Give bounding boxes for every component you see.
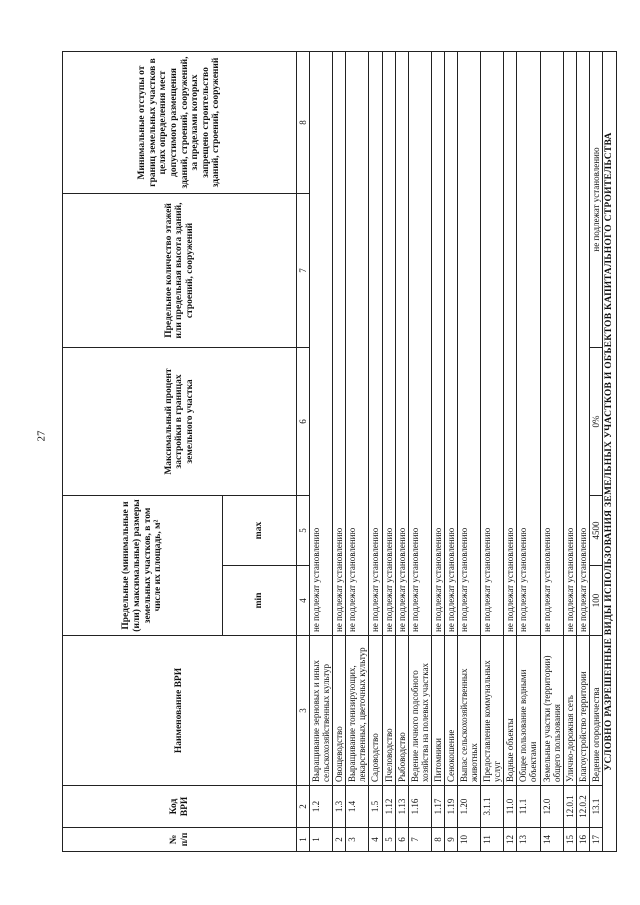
row-value: не подлежат установлению: [408, 52, 431, 636]
row-code: 1.13: [395, 786, 408, 828]
row-name: Ведение личного подсобного хозяйства на полевых участках: [408, 636, 431, 786]
header-indent: Минимальные отступы от границ земельных участков в целях определения мест допустимого размещения зданий, строений, сооружений, за пределами которых запрещено строительство зданий, строений, сооружений: [63, 52, 297, 194]
row-code: 1.17: [431, 786, 444, 828]
row-value: не подлежат установлению: [382, 52, 395, 636]
row-value: не подлежат установлению: [369, 52, 382, 636]
col-number: 8: [297, 52, 310, 194]
col-number: 4: [297, 566, 310, 636]
row-code: 1.3: [333, 786, 346, 828]
header-no: № п/п: [63, 828, 297, 852]
row-value: не подлежат установлению: [395, 52, 408, 636]
header-pct: Максимальный процент застройки в границах земельного участка: [63, 348, 297, 496]
row-no: 12: [504, 828, 517, 852]
row-pct: 0%: [589, 348, 602, 496]
table-row: [589, 52, 602, 852]
row-no: 4: [369, 828, 382, 852]
row-code: 1.19: [444, 786, 457, 828]
row-no: 16: [576, 828, 589, 852]
row-code: 1.4: [346, 786, 369, 828]
header-name: Наименование ВРИ: [63, 636, 297, 786]
header-floors: Предельное количество этажей или предельная высота зданий, строений, сооружений: [63, 194, 297, 348]
row-code: 1.12: [382, 786, 395, 828]
row-value: не подлежат установлению: [563, 52, 576, 636]
row-value: не подлежат установлению: [576, 52, 589, 636]
row-name: Садоводство: [369, 636, 382, 786]
row-code: 12.0.2: [576, 786, 589, 828]
row-name: Улично-дорожная сеть: [563, 636, 576, 786]
table-row: [333, 52, 346, 852]
table-row: [382, 52, 395, 852]
row-no: 14: [540, 828, 563, 852]
table-row: [540, 52, 563, 852]
header-size-group: Предельные (минимальные и (или) максимальные) размеры земельных участков, в том числе их площадь, м²: [63, 496, 223, 636]
row-no: 2: [333, 828, 346, 852]
table-row: [346, 52, 369, 852]
row-no: 5: [382, 828, 395, 852]
row-code: 1.16: [408, 786, 431, 828]
row-name: Ведение огородничества: [589, 636, 602, 786]
col-number: 1: [297, 828, 310, 852]
row-no: 11: [481, 828, 504, 852]
regulations-table: [62, 51, 617, 852]
document-sheet: [62, 52, 614, 852]
row-no: 7: [408, 828, 431, 852]
row-value: не подлежат установлению: [346, 52, 369, 636]
col-number: 3: [297, 636, 310, 786]
table-row: [504, 52, 517, 852]
table-row: [563, 52, 576, 852]
row-name: Овощеводство: [333, 636, 346, 786]
row-no: 17: [589, 828, 602, 852]
row-code: 13.1: [589, 786, 602, 828]
col-number: 5: [297, 496, 310, 566]
page-number: 27: [35, 430, 48, 442]
row-no: 8: [431, 828, 444, 852]
table-row: [431, 52, 444, 852]
row-no: 10: [458, 828, 481, 852]
row-code: 3.1.1: [481, 786, 504, 828]
row-name: Рыбоводство: [395, 636, 408, 786]
header-min: min: [223, 566, 297, 636]
row-min: 100: [589, 566, 602, 636]
row-value: не подлежат установлению: [517, 52, 540, 636]
column-numbers-row: [297, 52, 310, 852]
row-name: Предоставление коммунальных услуг: [481, 636, 504, 786]
row-name: Выращивание тонизирующих, лекарственных, цветочных культур: [346, 636, 369, 786]
row-value: не подлежат установлению: [333, 52, 346, 636]
rotated-table-wrapper: [62, 52, 614, 852]
row-no: 3: [346, 828, 369, 852]
table-row: [458, 52, 481, 852]
row-value: не подлежат установлению: [540, 52, 563, 636]
section-footer: УСЛОВНО РАЗРЕШЕННЫЕ ВИДЫ ИСПОЛЬЗОВАНИЯ ЗЕМЕЛЬНЫХ УЧАСТКОВ И ОБЪЕКТОВ КАПИТАЛЬНОГО СТРОИТЕЛЬСТВА: [602, 52, 616, 852]
row-no: 9: [444, 828, 457, 852]
table-row: [481, 52, 504, 852]
row-max: 4500: [589, 496, 602, 566]
row-name: Выращивание зерновых и иных сельскохозяйственных культур: [310, 636, 333, 786]
col-number: 6: [297, 348, 310, 496]
row-value: не подлежат установлению: [310, 52, 333, 636]
row-no: 15: [563, 828, 576, 852]
row-code: 12.0: [540, 786, 563, 828]
table-row: [310, 52, 333, 852]
table-row: [408, 52, 431, 852]
col-number: 7: [297, 194, 310, 348]
row-code: 11.0: [504, 786, 517, 828]
row-name: Земельные участки (территории) общего пользования: [540, 636, 563, 786]
row-value: не подлежат установлению: [431, 52, 444, 636]
table-row: [517, 52, 540, 852]
row-value: не подлежат установлению: [458, 52, 481, 636]
header-code: Код ВРИ: [63, 786, 297, 828]
row-code: 12.0.1: [563, 786, 576, 828]
row-code: 11.1: [517, 786, 540, 828]
row-name: Благоустройство территории: [576, 636, 589, 786]
row-value: не подлежат установлению: [481, 52, 504, 636]
table-row: [395, 52, 408, 852]
row-name: Водные объекты: [504, 636, 517, 786]
table-row: [576, 52, 589, 852]
row-name: Питомники: [431, 636, 444, 786]
row-no: 6: [395, 828, 408, 852]
table-row: [369, 52, 382, 852]
row-code: 1.20: [458, 786, 481, 828]
header-max: max: [223, 496, 297, 566]
row-name: Общее пользование водными объектами: [517, 636, 540, 786]
row-code: 1.5: [369, 786, 382, 828]
table-row: [444, 52, 457, 852]
footer-row: [602, 52, 616, 852]
row-rest: не подлежат установлению: [589, 52, 602, 348]
row-no: 1: [310, 828, 333, 852]
row-value: не подлежат установлению: [504, 52, 517, 636]
col-number: 2: [297, 786, 310, 828]
row-name: Сенокошение: [444, 636, 457, 786]
row-code: 1.2: [310, 786, 333, 828]
row-name: Выпас сельскохозяйственных животных: [458, 636, 481, 786]
row-value: не подлежат установлению: [444, 52, 457, 636]
row-name: Пчеловодство: [382, 636, 395, 786]
row-no: 13: [517, 828, 540, 852]
